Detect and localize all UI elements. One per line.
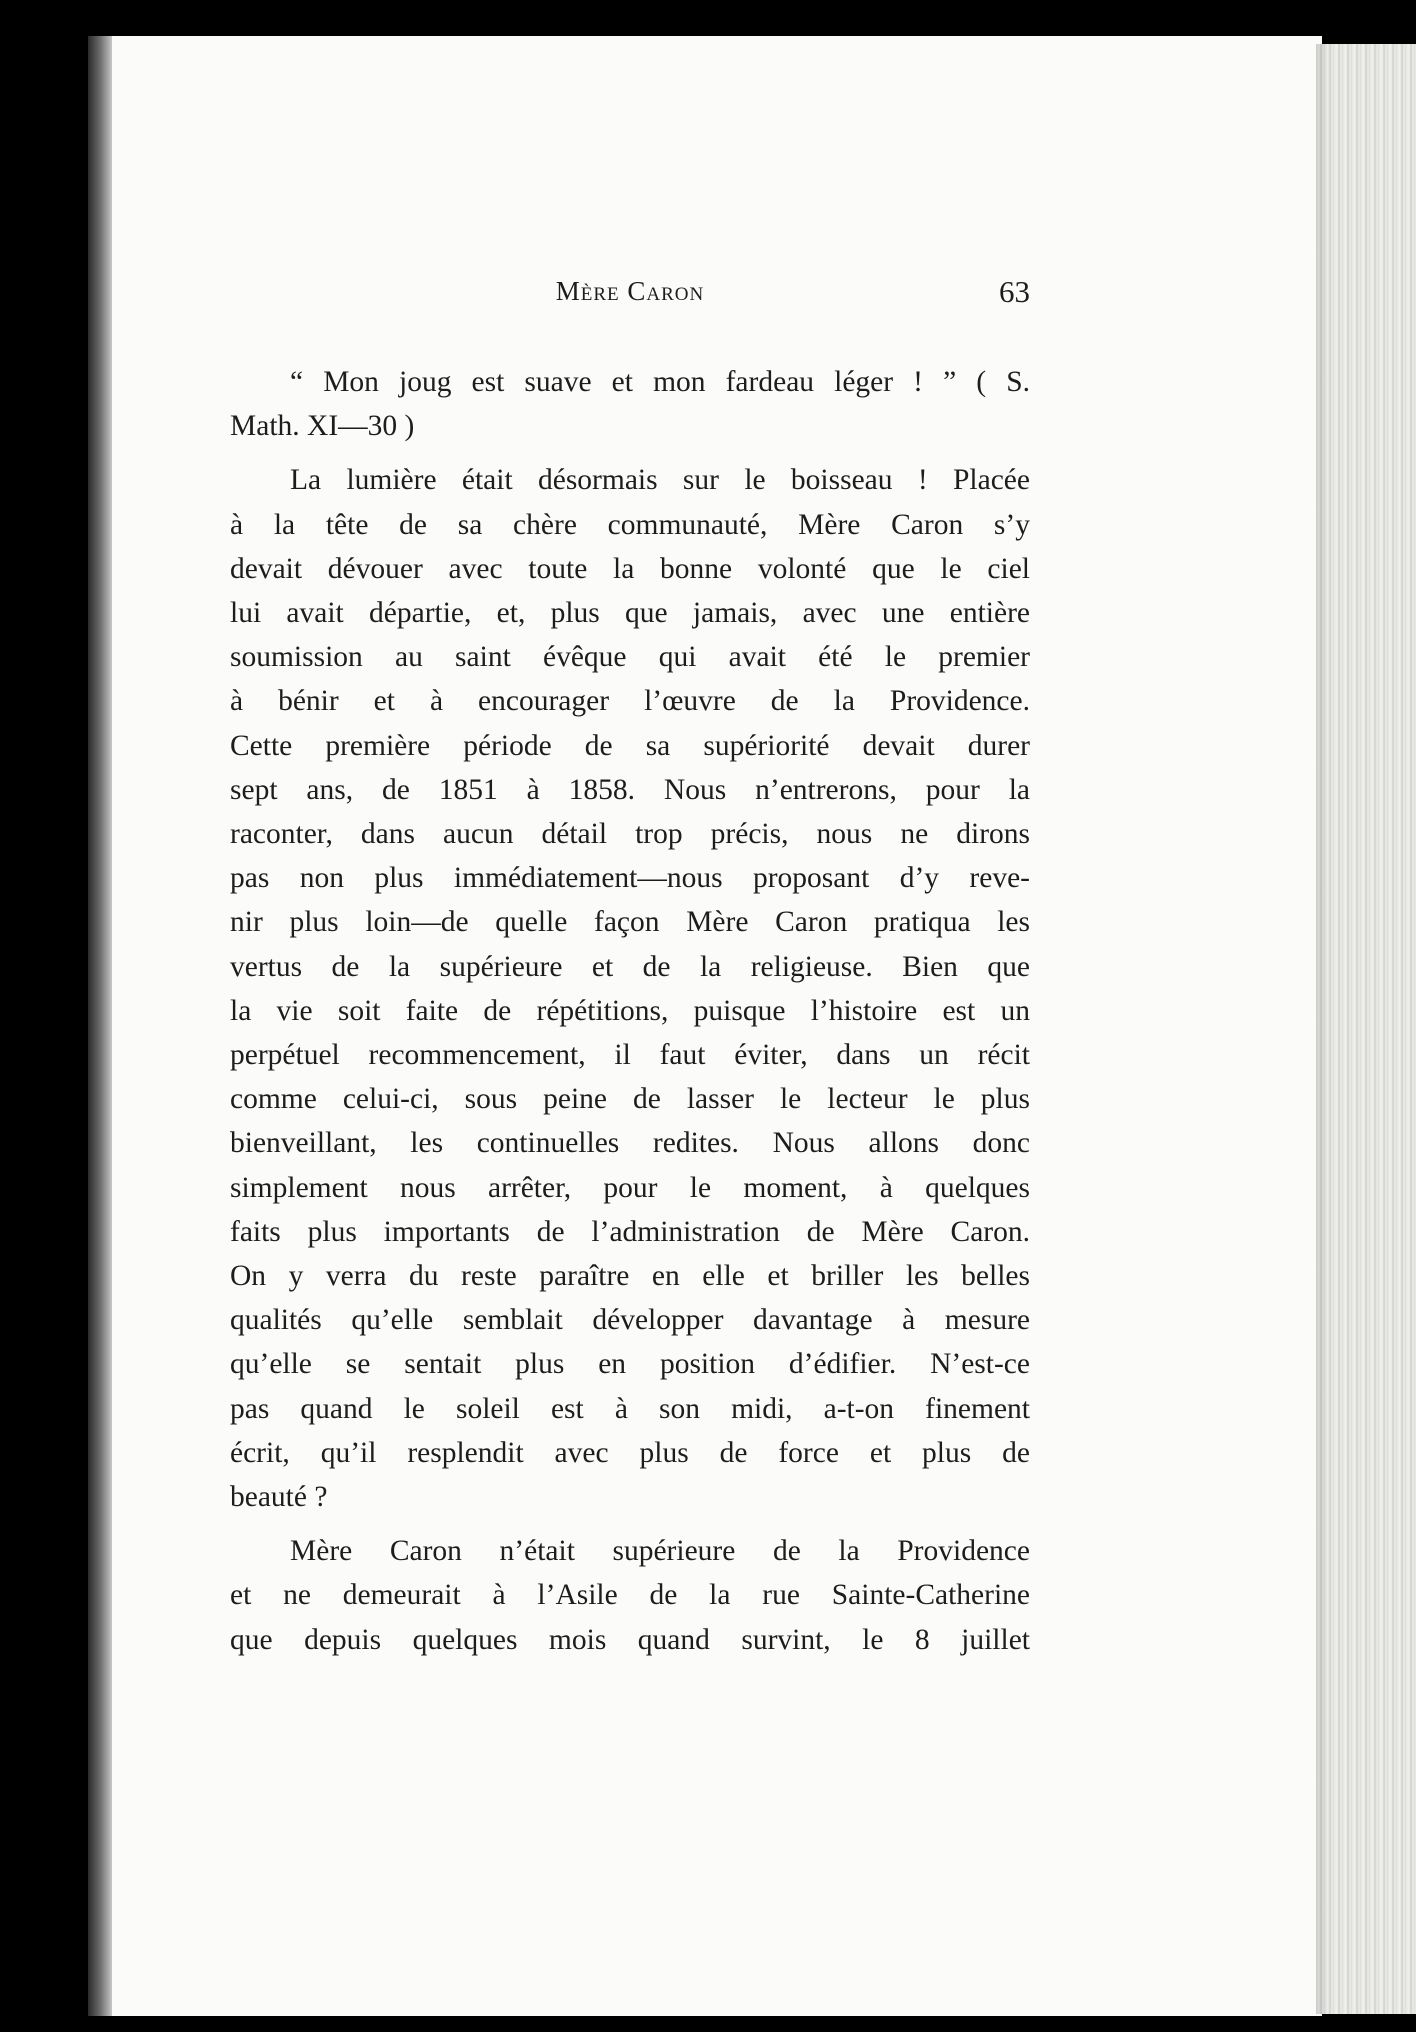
- text-line: comme celui-ci, sous peine de lasser le lecteur le plus: [230, 1083, 1030, 1116]
- page-edge-shadow: [1316, 44, 1330, 2014]
- text-line: pas quand le soleil est à son midi, a-t-on finement: [230, 1392, 1030, 1425]
- text-line: La lumière était désormais sur le boisseau ! Placée: [290, 464, 1030, 497]
- body-text: [230, 360, 1030, 1662]
- text-line: simplement nous arrêter, pour le moment, à quelques: [230, 1171, 1030, 1204]
- text-line: soumission au saint évêque qui avait été le premier: [230, 641, 1030, 674]
- page-header: [230, 270, 1030, 320]
- text-line: vertus de la supérieure et de la religieuse. Bien que: [230, 950, 1030, 983]
- text-line: Cette première période de sa supériorité devait durer: [230, 729, 1030, 762]
- text-line: lui avait départie, et, plus que jamais, avec une entière: [230, 597, 1030, 630]
- text-line: “ Mon joug est suave et mon fardeau léger ! ” ( S.: [290, 366, 1030, 398]
- text-line: perpétuel recommencement, il faut éviter, dans un récit: [230, 1039, 1030, 1072]
- page-edges: [1316, 44, 1416, 2014]
- text-line: nir plus loin—de quelle façon Mère Caron pratiqua les: [230, 906, 1030, 939]
- text-line: pas non plus immédiatement—nous proposant d’y reve-: [230, 862, 1030, 895]
- page-number: 63: [999, 274, 1030, 309]
- paragraph-quote: [230, 360, 1030, 448]
- text-line: et ne demeurait à l’Asile de la rue Sainte-Catherine: [230, 1579, 1030, 1612]
- paragraph-continuation: [230, 1529, 1030, 1662]
- text-line: devait dévouer avec toute la bonne volonté que le ciel: [230, 552, 1030, 585]
- text-line: qu’elle se sentait plus en position d’édifier. N’est-ce: [230, 1348, 1030, 1381]
- text-line: qualités qu’elle semblait développer davantage à mesure: [230, 1304, 1030, 1337]
- book-gutter-shadow: [88, 36, 114, 2016]
- text-line: beauté ?: [230, 1481, 328, 1514]
- paragraph-main: [230, 458, 1030, 1519]
- text-line: sept ans, de 1851 à 1858. Nous n’entrerons, pour la: [230, 773, 1030, 806]
- text-line: que depuis quelques mois quand survint, le 8 juillet: [230, 1623, 1030, 1656]
- text-line: à bénir et à encourager l’œuvre de la Providence.: [230, 685, 1030, 718]
- running-title: Mère Caron: [555, 276, 705, 306]
- text-line: bienveillant, les continuelles redites. Nous allons donc: [230, 1127, 1030, 1160]
- text-line: faits plus importants de l’administration de Mère Caron.: [230, 1215, 1030, 1248]
- text-line: la vie soit faite de répétitions, puisque l’histoire est un: [230, 994, 1030, 1027]
- text-line: raconter, dans aucun détail trop précis, nous ne dirons: [230, 818, 1030, 851]
- text-line: à la tête de sa chère communauté, Mère Caron s’y: [230, 508, 1030, 541]
- text-line: On y verra du reste paraître en elle et briller les belles: [230, 1260, 1030, 1293]
- text-line: écrit, qu’il resplendit avec plus de force et plus de: [230, 1436, 1030, 1469]
- text-line: Math. XI—30 ): [230, 410, 415, 443]
- text-line: Mère Caron n’était supérieure de la Providence: [290, 1535, 1030, 1568]
